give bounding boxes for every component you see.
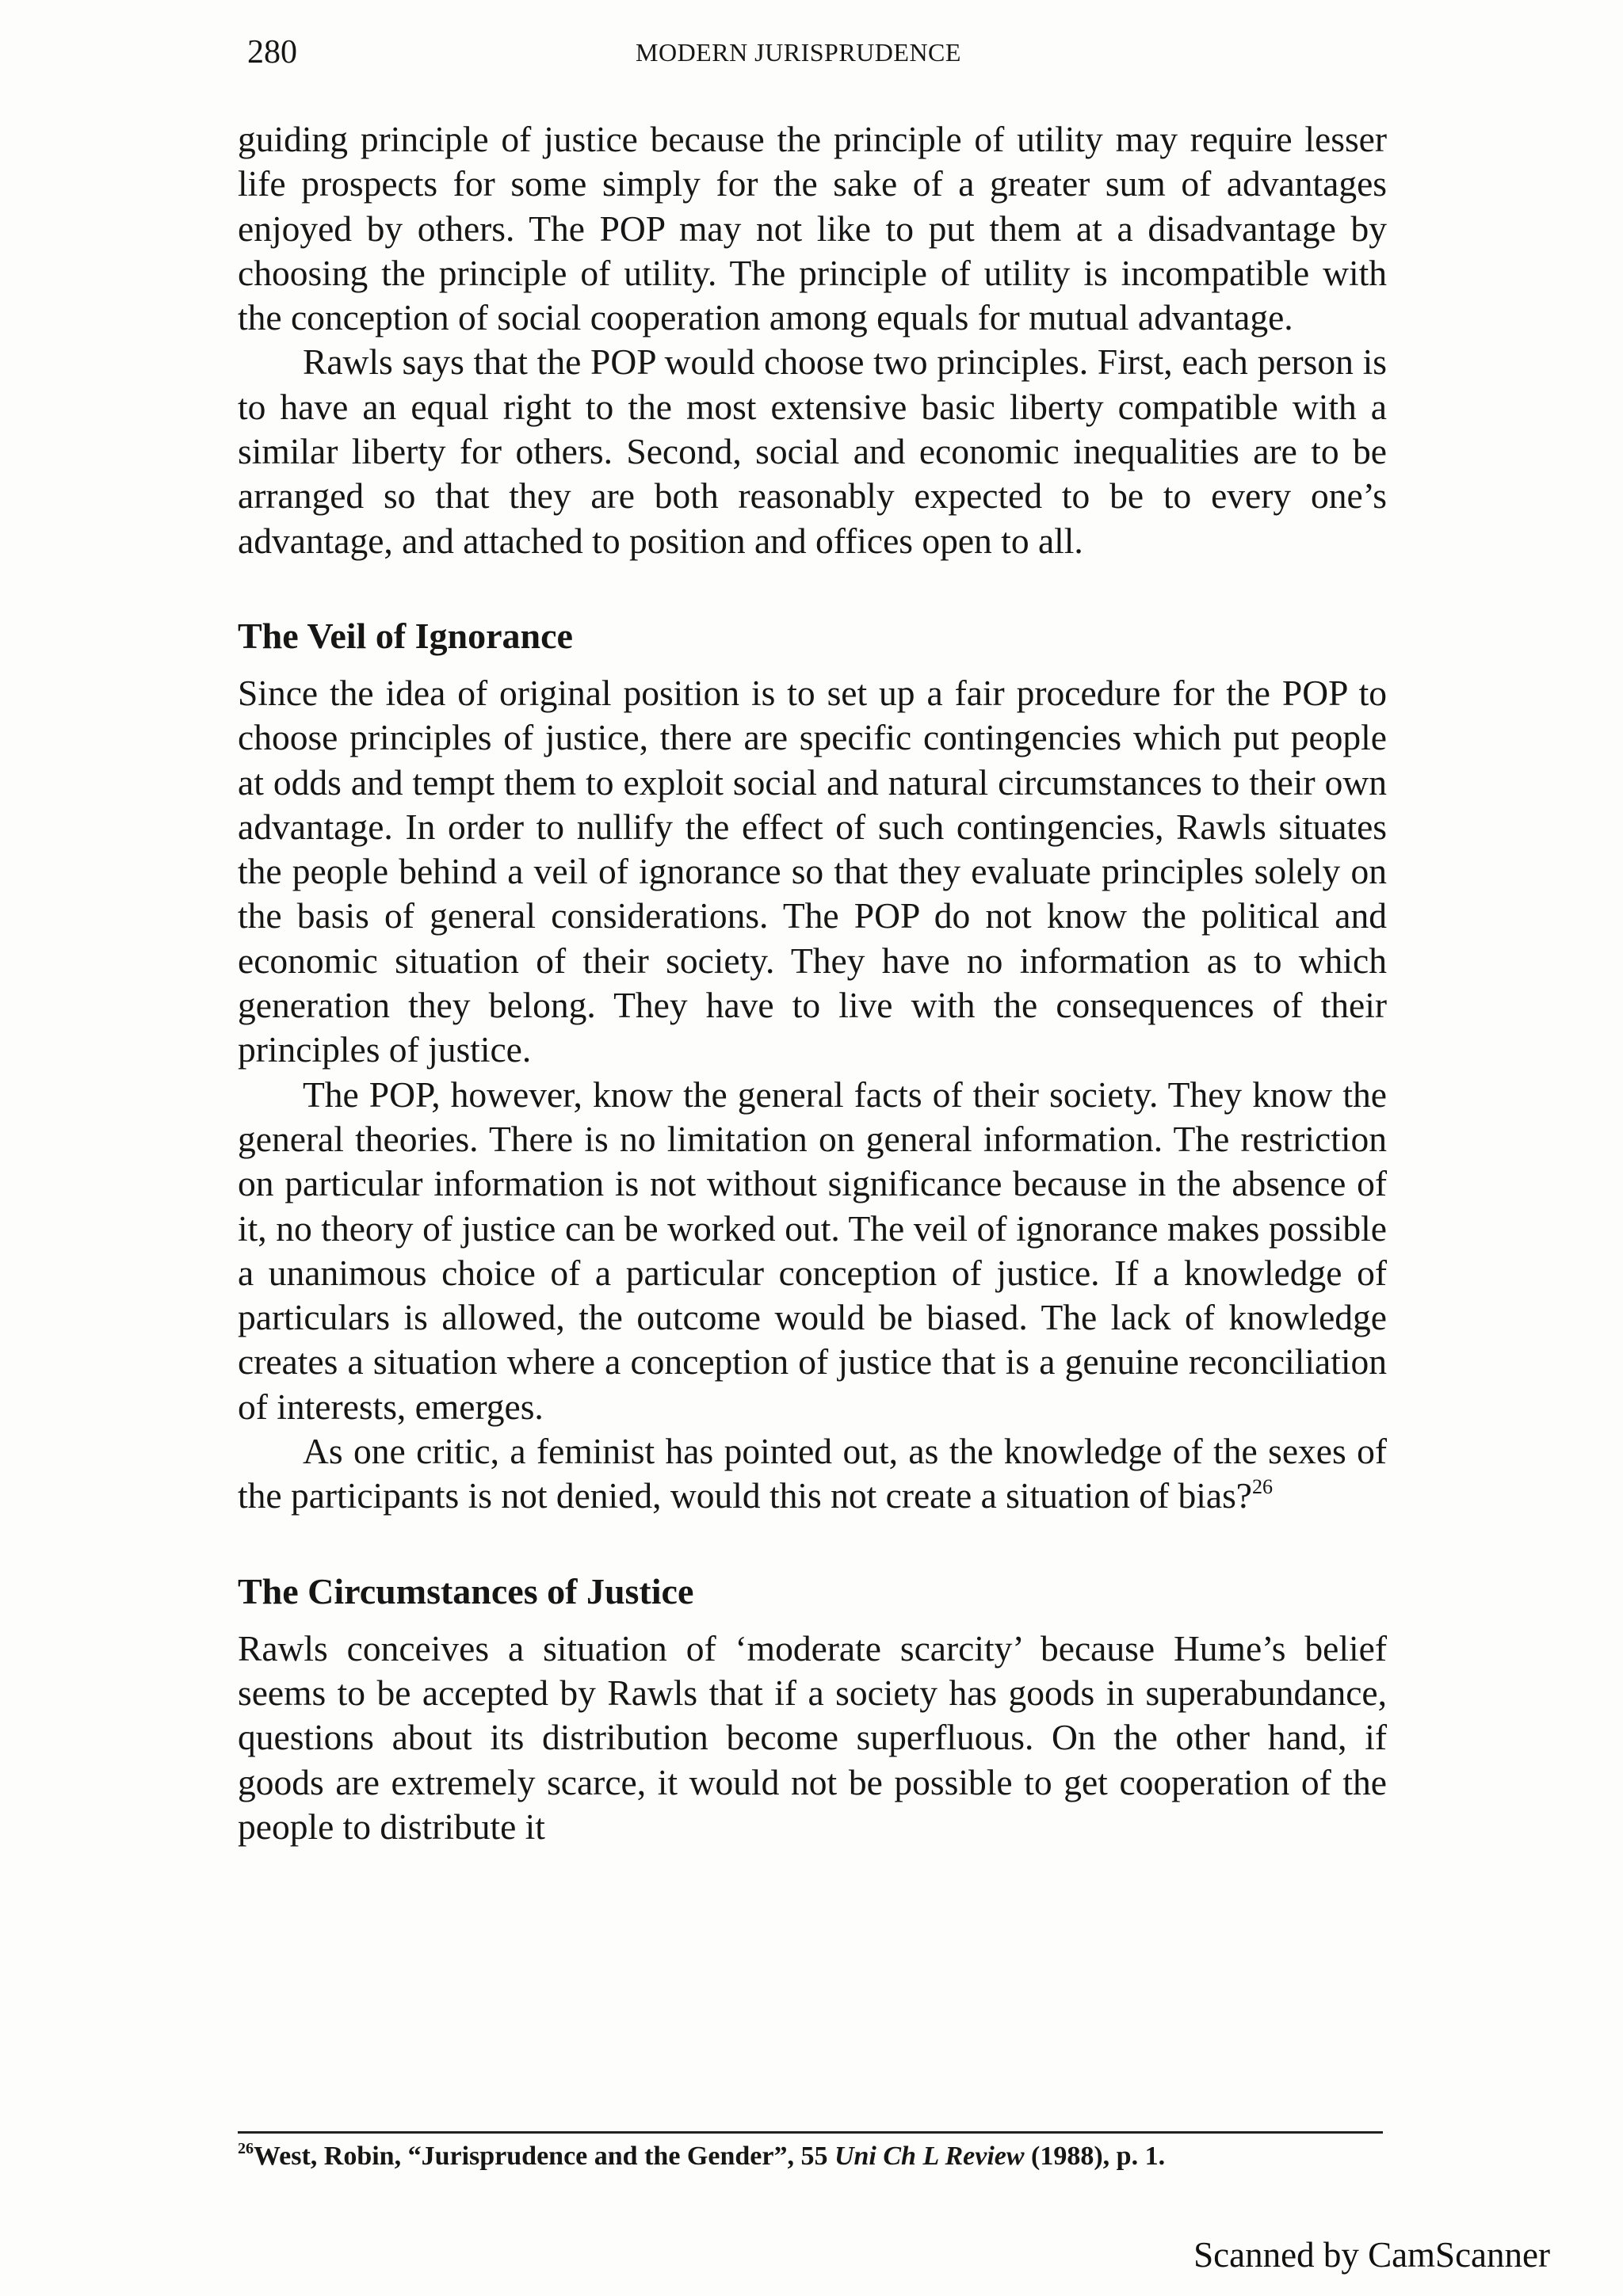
body-text <box>238 117 1387 1849</box>
page-number: 280 <box>247 34 297 71</box>
paragraph-circumstances: Rawls conceives a situation of ‘moderate scarcity’ because Hume’s belief seems to be accepted by Rawls that if a society has goods in superabundance, questions about its distribution become superfluous. On the other hand, if goods are extremely scarce, it would not be possible to get cooperation of the people to distribute it <box>238 1627 1387 1847</box>
paragraph-veil-3 <box>238 1429 1387 1519</box>
footnote-author: West, Robin, “Jurisprudence and the Gender”, 55 <box>254 2142 834 2171</box>
footnote <box>238 2139 1387 2174</box>
footnote-number: 26 <box>238 2140 254 2157</box>
running-head <box>247 33 1381 81</box>
footnote-journal: Uni Ch L Review <box>834 2142 1025 2171</box>
paragraph-utility: guiding principle of justice because the principle of utility may require lesser life prospects for some simply for the sake of a greater sum of advantages enjoyed by others. The POP may not like to put them at a disadvantage by choosing the principle of utility. The principle of utility is incompatible with the conception of social cooperation among equals for mutual advantage. <box>238 119 1387 338</box>
footnote-reference: 26 <box>1252 1475 1273 1499</box>
paragraph-veil-3-text: As one critic, a feminist has pointed out, as the knowledge of the sexes of the participants is not denied, would this not create a situation of bias? <box>238 1431 1387 1516</box>
heading-circumstances-of-justice: The Circumstances of Justice <box>238 1570 694 1611</box>
heading-veil-of-ignorance: The Veil of Ignorance <box>238 615 573 656</box>
running-title: MODERN JURISPRUDENCE <box>636 38 961 67</box>
paragraph-veil-1: Since the idea of original position is to set up a fair procedure for the POP to choose principles of justice, there are specific contingencies which put people at odds and tempt them to exploit social and natural circumstances to their own advantage. In order to nullify the effect of such contingencies, Rawls situates the people behind a veil of ignorance so that they evaluate principles solely on the basis of general considerations. The POP do not know the political and economic situation of their society. They have no information as to which generation they belong. They have to live with the consequences of their principles of justice. <box>238 672 1387 1070</box>
footnote-rule <box>238 2131 1383 2134</box>
paragraph-two-principles: Rawls says that the POP would choose two principles. First, each person is to have an equal right to the most extensive basic liberty compatible with a similar liberty for others. Second, social and economic inequalities are to be arranged so that they are both reasonably expected to be to every one’s advantage, and attached to position and offices open to all. <box>238 341 1387 561</box>
scanner-watermark: Scanned by CamScanner <box>1193 2235 1550 2275</box>
paragraph-veil-2: The POP, however, know the general facts of their society. They know the general theories. There is no limitation on general information. The restriction on particular information is not without significance because in the absence of it, no theory of justice can be worked out. The veil of ignorance makes possible a unanimous choice of a particular conception of justice. If a knowledge of particulars is allowed, the outcome would be biased. The lack of knowledge creates a situation where a conception of justice that is a genuine reconciliation of interests, emerges. <box>238 1074 1387 1427</box>
footnote-rest: (1988), p. 1. <box>1024 2142 1166 2171</box>
